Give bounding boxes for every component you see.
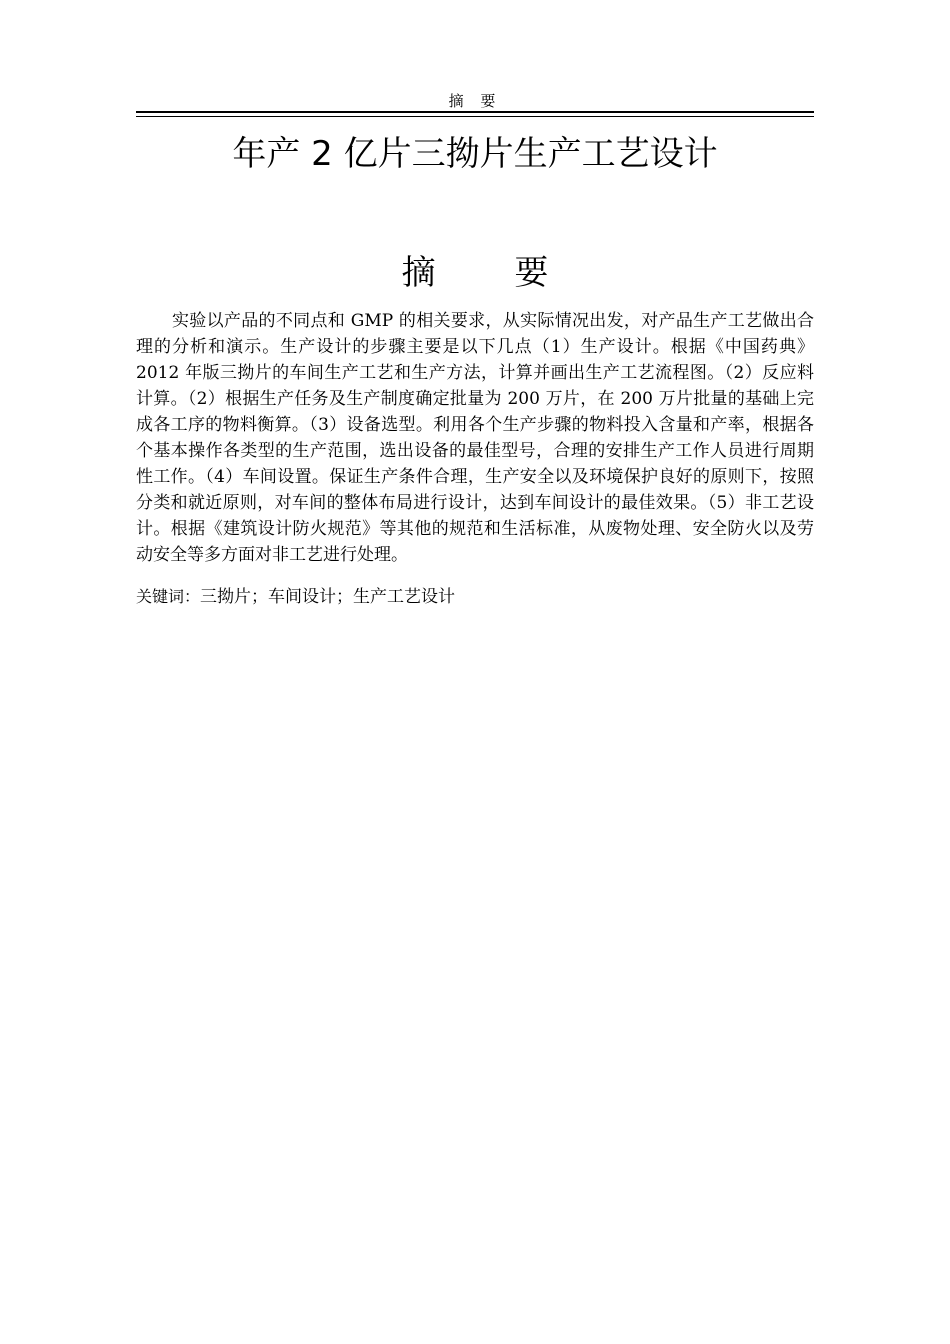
header-rule-thick (136, 111, 814, 113)
keywords-value: 三拗片；车间设计；生产工艺设计 (200, 587, 456, 607)
abstract-heading: 摘 要 (401, 253, 583, 293)
keywords (136, 584, 814, 610)
abstract-body: 实验以产品的不同点和 GMP 的相关要求，从实际情况出发，对产品生产工艺做出合理的分析和演示。生产设计的步骤主要是以下几点（1）生产设计。根据《中国药典》2012 年版三拗片的车间生产工艺和生产方法，计算并画出生产工艺流程图。（2）反应料计算。（2）根据生产任务及生产制度确定批量为 200 万片，在 200 万片批量的基础上完成各工序的物料衡算。（3）设备选型。利用各个生产步骤的物料投入含量和产率，根据各个基本操作各类型的生产范围，选出设备的最佳型号，合理的安排生产工作人员进行周期性工作。（4）车间设置。保证生产条件合理，生产安全以及环境保护良好的原则下，按照分类和就近原则，对车间的整体布局进行设计，达到车间设计的最佳效果。（5）非工艺设计。根据《建筑设计防火规范》等其他的规范和生活标准，从废物处理、安全防火以及劳动安全等多方面对非工艺进行处理。 (136, 311, 814, 565)
keywords-label: 关键词： (136, 587, 201, 606)
running-header: 摘 要 (448, 92, 502, 110)
document-title: 年产 2 亿片三拗片生产工艺设计 (232, 134, 718, 174)
header-rule-thin (136, 116, 814, 117)
